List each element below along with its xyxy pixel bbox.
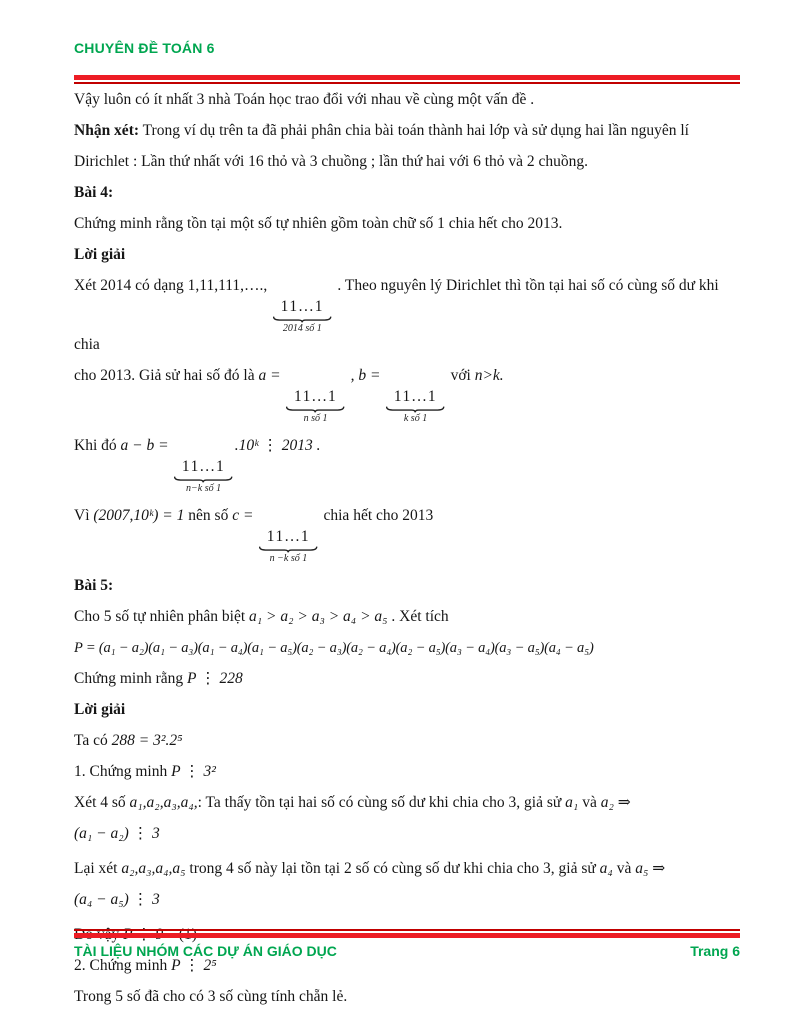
text-line bbox=[74, 183, 744, 203]
math-text: a₁ > a₂ > a₃ > a₄ > a₅ bbox=[249, 608, 388, 625]
underbrace-expression bbox=[259, 527, 317, 565]
body-text: Ta có bbox=[74, 732, 112, 749]
body-text: nên số bbox=[184, 507, 233, 524]
body-text: Trong ví dụ trên ta đã phải phân chia bài toán thành hai lớp và sử dụng hai lần nguyên lí bbox=[139, 122, 689, 139]
page-header bbox=[74, 40, 740, 84]
text-line bbox=[74, 890, 744, 910]
text-line bbox=[74, 859, 744, 879]
math-text: a = bbox=[258, 367, 285, 384]
text-line bbox=[74, 276, 744, 355]
body-text: Chứng minh rằng bbox=[74, 670, 188, 687]
body-text: với bbox=[446, 367, 475, 384]
math-text: , b = bbox=[346, 367, 385, 384]
underbrace-label: n −k số 1 bbox=[269, 553, 308, 564]
body-text: . Xét tích bbox=[387, 608, 449, 625]
body-text: trong 4 số này lại tồn tại 2 số có cùng số dư khi chia cho 3, giả sử bbox=[185, 860, 600, 877]
underbrace-label: n−k số 1 bbox=[186, 483, 222, 494]
underbrace-label: 2014 số 1 bbox=[282, 323, 322, 334]
body-text: Lại xét bbox=[74, 860, 122, 877]
math-text: P ⋮ 3² bbox=[171, 763, 216, 780]
text-line bbox=[74, 669, 744, 689]
math-text: a − b = bbox=[120, 437, 173, 454]
text-line bbox=[74, 793, 744, 813]
math-text: P ⋮ 228 bbox=[187, 670, 243, 687]
text-line bbox=[74, 506, 744, 565]
underbrace-top-text: 11...1 bbox=[266, 528, 311, 545]
underbrace-icon bbox=[273, 316, 331, 323]
text-line bbox=[74, 731, 744, 751]
math-text: a₂ bbox=[600, 794, 614, 811]
math-text: a₄ bbox=[599, 860, 613, 877]
body-text: Chứng minh rằng tồn tại một số tự nhiên gồm toàn chữ số 1 chia hết cho 2013. bbox=[74, 215, 563, 232]
footer-rule bbox=[74, 929, 740, 938]
underbrace-expression bbox=[174, 457, 232, 495]
body-text: cho 2013. Giả sử hai số đó là bbox=[74, 367, 259, 384]
math-text: a₁ bbox=[565, 794, 579, 811]
header-rule bbox=[74, 75, 740, 84]
math-text: a₂,a₃,a₄,a₅ bbox=[121, 860, 186, 877]
text-line bbox=[74, 638, 744, 658]
bold-text: Nhận xét: bbox=[74, 122, 140, 139]
text-line bbox=[74, 607, 744, 627]
bold-text: Bài 4: bbox=[74, 184, 114, 201]
body-text: Cho 5 số tự nhiên phân biệt bbox=[74, 608, 250, 625]
math-text: n>k. bbox=[474, 367, 504, 384]
text-line bbox=[74, 576, 744, 596]
body-text: Xét 4 số bbox=[74, 794, 130, 811]
header-rule-thin-line bbox=[74, 82, 740, 84]
bold-text: Bài 5: bbox=[74, 577, 114, 594]
underbrace-icon bbox=[259, 546, 317, 553]
math-text: 288 = 3².2⁵ bbox=[111, 732, 183, 749]
text-line bbox=[74, 987, 744, 1007]
underbrace-icon bbox=[174, 476, 232, 483]
math-text: c = bbox=[232, 507, 258, 524]
text-line bbox=[74, 700, 744, 720]
underbrace-icon bbox=[286, 406, 344, 413]
footer-left-label: TÀI LIỆU NHÓM CÁC DỰ ÁN GIÁO DỤC bbox=[74, 942, 337, 959]
text-line bbox=[74, 762, 744, 782]
body-text: và bbox=[578, 794, 601, 811]
text-line bbox=[74, 956, 744, 976]
underbrace-expression bbox=[273, 297, 331, 335]
math-text: (a₁ − a₂) ⋮ 3 bbox=[74, 825, 160, 842]
body-text: : Ta thấy tồn tại hai số có cùng số dư khi chia cho 3, giả sử bbox=[197, 794, 566, 811]
body-text: 2. Chứng minh bbox=[74, 957, 172, 974]
body-text: Dirichlet : Lần thứ nhất với 16 thỏ và 3 chuồng ; lần thứ hai với 6 thỏ và 2 chuồng. bbox=[74, 153, 589, 170]
header-title: CHUYÊN ĐỀ TOÁN 6 bbox=[74, 40, 215, 56]
text-line bbox=[74, 90, 744, 110]
math-text: (2007,10ᵏ) = 1 bbox=[93, 507, 185, 524]
underbrace-label: n số 1 bbox=[303, 413, 328, 424]
underbrace-icon bbox=[386, 406, 444, 413]
math-text: a₅ bbox=[635, 860, 649, 877]
text-line bbox=[74, 152, 744, 172]
text-line bbox=[74, 824, 744, 844]
text-line bbox=[74, 121, 744, 141]
body-text: và bbox=[612, 860, 636, 877]
text-line bbox=[74, 245, 744, 265]
body-text: ⇒ bbox=[613, 794, 631, 811]
body-text: . Theo nguyên lý Dirichlet thì tồn tại hai số có cùng số dư khi chia bbox=[74, 277, 719, 353]
bold-text: Lời giải bbox=[74, 246, 126, 263]
text-line bbox=[74, 366, 744, 425]
text-line bbox=[74, 436, 744, 495]
bold-text: Lời giải bbox=[74, 701, 126, 718]
text-line bbox=[74, 214, 744, 234]
footer-page-number: Trang 6 bbox=[690, 942, 740, 959]
footer-text-row bbox=[74, 943, 740, 959]
body-text: Khi đó bbox=[74, 437, 121, 454]
math-text: .10ᵏ ⋮ 2013 . bbox=[234, 437, 321, 454]
underbrace-top-text: 11...1 bbox=[280, 298, 324, 315]
math-text: a₁,a₂,a₃,a₄, bbox=[129, 794, 198, 811]
math-text: P ⋮ 2⁵ bbox=[171, 957, 217, 974]
underbrace-top-text: 11...1 bbox=[181, 458, 226, 475]
footer-rule-thick-line bbox=[74, 933, 740, 938]
body-text: Trong 5 số đã cho có 3 số cùng tính chẵn lẻ. bbox=[74, 988, 348, 1005]
underbrace-top-text: 11...1 bbox=[293, 388, 338, 405]
body-text: 1. Chứng minh bbox=[74, 763, 172, 780]
body-text: ⇒ bbox=[648, 860, 666, 877]
math-text: P = (a₁ − a₂)(a₁ − a₃)(a₁ − a₄)(a₁ − a₅)(a₂ − a₃)(a₂ − a₄)(a₂ − a₅)(a₃ − a₄)(a₃ − a₅)(a₄ − a₅) bbox=[74, 640, 594, 656]
body-text: Xét 2014 có dạng 1,11,111,…., bbox=[74, 277, 272, 294]
document-lines bbox=[74, 90, 744, 1018]
math-text: (a₄ − a₅) ⋮ 3 bbox=[74, 891, 160, 908]
underbrace-expression bbox=[286, 387, 344, 425]
page-footer bbox=[74, 929, 740, 959]
body-text: chia hết cho 2013 bbox=[319, 507, 434, 524]
body-text: Vì bbox=[74, 507, 94, 524]
underbrace-label: k số 1 bbox=[403, 413, 428, 424]
body-text: Vậy luôn có ít nhất 3 nhà Toán học trao đổi với nhau về cùng một vấn đề . bbox=[74, 91, 535, 108]
underbrace-expression bbox=[386, 387, 444, 425]
underbrace-top-text: 11...1 bbox=[393, 388, 438, 405]
